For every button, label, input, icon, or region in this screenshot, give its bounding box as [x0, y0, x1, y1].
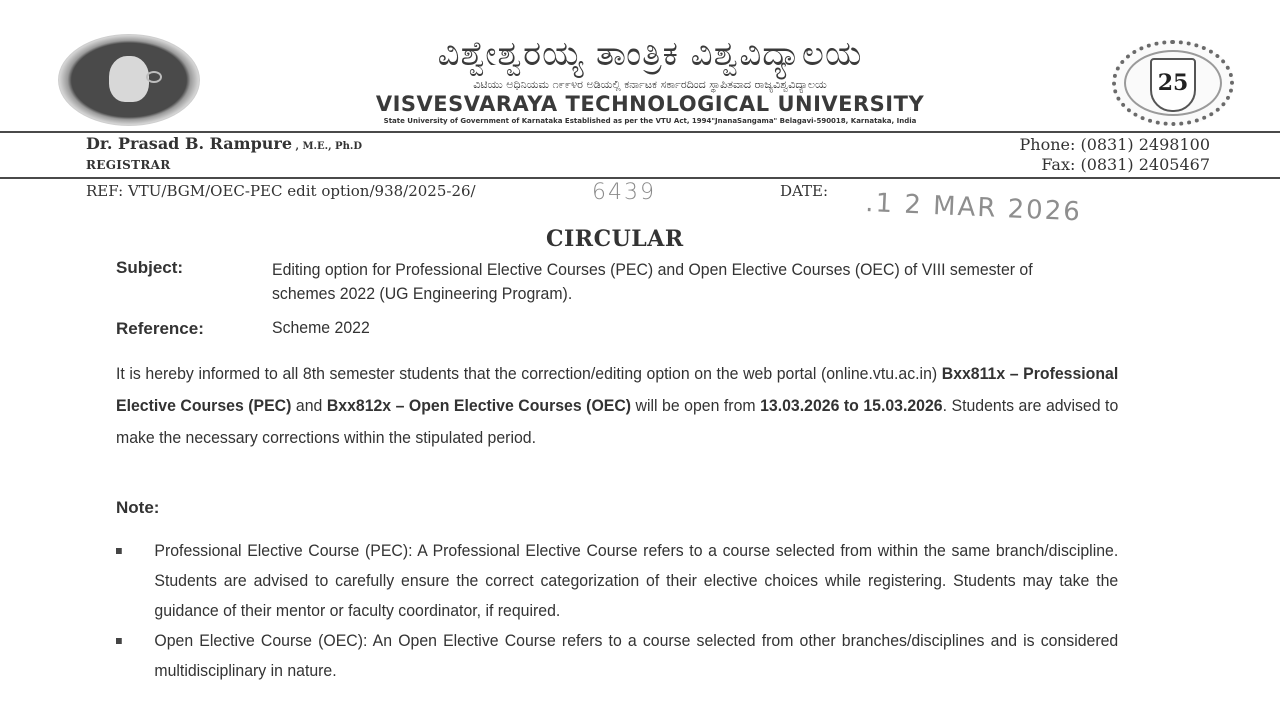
- emblem-shield: [1150, 58, 1196, 112]
- university-establishment-line: State University of Government of Karnataka Established as per the VTU Act, 1994"JnanaSangama" Belagavi-590018, Karnataka, India: [383, 117, 917, 125]
- body-text-2: and: [291, 397, 327, 415]
- header-divider-top: [0, 131, 1280, 133]
- 25-years-emblem-icon: [1112, 40, 1234, 126]
- reference-label: Reference:: [116, 319, 204, 338]
- body-text-4: . Students are advised to make the necessary corrections within the stipulated period.: [116, 397, 1119, 447]
- date-label: DATE:: [780, 182, 829, 200]
- kannada-university-title: ವಿಶ್ವೇಶ್ವರಯ್ಯ ತಾಂತ್ರಿಕ ವಿಶ್ವವಿದ್ಯಾಲಯ: [437, 34, 863, 74]
- date-stamp: .1 2 MAR 2026: [864, 188, 1083, 228]
- emblem-number: 25: [1157, 70, 1189, 96]
- phone-number: Phone: (0831) 2498100: [1019, 135, 1210, 154]
- note-item-pec: [116, 536, 1118, 626]
- university-seal-icon: [58, 34, 200, 126]
- header-divider-bottom: [0, 177, 1280, 179]
- note-text: Open Elective Course (OEC): An Open Elective Course refers to a course selected from other branches/disciplines and is considered multidisciplinary in nature.: [154, 632, 1119, 680]
- fax-number: Fax: (0831) 2405467: [1041, 155, 1210, 174]
- circular-body-paragraph: [116, 358, 1118, 454]
- registrar-degrees: , M.E., Ph.D: [292, 141, 363, 152]
- seal-figure: [109, 56, 149, 102]
- handwritten-ref-number: 6439: [592, 180, 656, 205]
- square-bullet-icon: [116, 548, 122, 554]
- body-text-1: It is hereby informed to all 8th semester students that the correction/editing option on the web portal (online.vtu.ac.in): [116, 365, 942, 383]
- subject-label: Subject:: [116, 258, 184, 277]
- kannada-subtitle: ವಿಟಿಯು ಅಧಿನಿಯಮ ೧೯೯೪ರ ಅಡಿಯಲ್ಲಿ ಕರ್ನಾಟಕ ಸರ್ಕಾರದಿಂದ ಸ್ಥಾಪಿತವಾದ ರಾಜ್ಯವಿಶ್ವವಿದ್ಯಾಲಯ: [473, 78, 827, 91]
- oec-course-code: Bxx812x – Open Elective Courses (OEC): [326, 397, 632, 415]
- reference-number: REF: VTU/BGM/OEC-PEC edit option/938/2025-26/: [86, 182, 476, 200]
- subject-text: Editing option for Professional Elective Courses (PEC) and Open Elective Courses (OEC) of VIII semester of schemes 2022 (UG Engineering Program).: [272, 261, 1033, 303]
- open-period-dates: 13.03.2026 to 15.03.2026: [760, 397, 943, 415]
- registrar-name: Dr. Prasad B. Rampure: [86, 134, 292, 153]
- reference-text: Scheme 2022: [272, 319, 370, 337]
- body-text-3: will be open from: [631, 397, 761, 415]
- registrar-name-line: [86, 134, 362, 153]
- registrar-title: REGISTRAR: [86, 158, 171, 172]
- note-list: [116, 536, 1118, 686]
- seal-ornament: [146, 71, 162, 83]
- circular-title: CIRCULAR: [546, 226, 684, 252]
- note-label: Note:: [116, 498, 160, 517]
- note-text: Professional Elective Course (PEC): A Professional Elective Course refers to a course selected from within the same branch/discipline. Students are advised to carefully ensure the correct categorization of their elective choices while registering. Students may take the guidance of their mentor or faculty coordinator, if required.: [154, 542, 1119, 620]
- square-bullet-icon: [116, 638, 122, 644]
- english-university-title: VISVESVARAYA TECHNOLOGICAL UNIVERSITY: [375, 92, 925, 116]
- pec-course-code: Bxx811x – Professional Elective Courses (PEC): [116, 365, 1119, 415]
- note-item-oec: [116, 626, 1118, 686]
